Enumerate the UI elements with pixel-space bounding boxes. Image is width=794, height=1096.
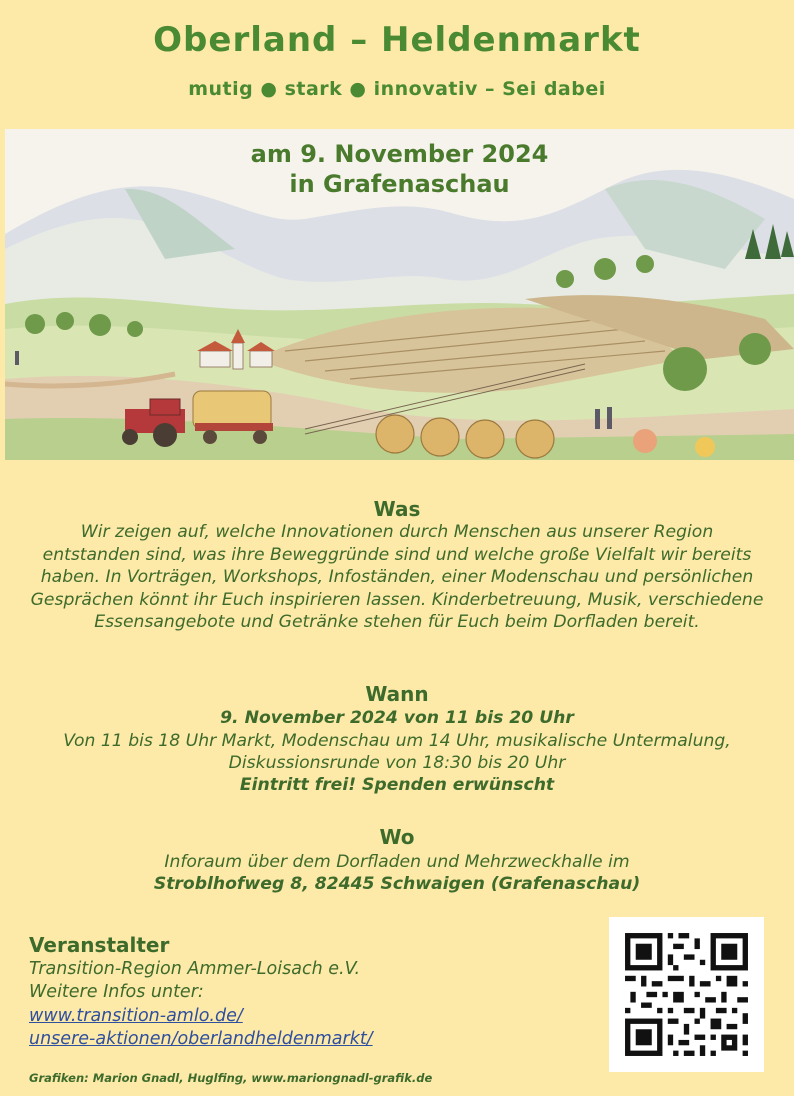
wo-line1: Inforaum über dem Dorfladen und Mehrzweckhalle im: [164, 852, 630, 872]
wo-heading: Wo: [379, 825, 415, 849]
poster-title: Oberland – Heldenmarkt: [153, 20, 641, 60]
wann-line2: Diskussionsrunde von 18:30 bis 20 Uhr: [228, 753, 566, 773]
organizer-heading: Veranstalter: [29, 933, 170, 957]
wann-line1: Von 11 bis 18 Uhr Markt, Modenschau um 14 Uhr, musikalische Untermalung,: [63, 731, 731, 751]
credits: Grafiken: Marion Gnadl, Huglfing, www.mariongnadl-grafik.de: [29, 1071, 433, 1085]
organizer-block: [29, 934, 373, 1052]
organizer-link-line1[interactable]: www.transition-amlo.de/: [29, 1005, 243, 1026]
banner-date: [5, 139, 794, 199]
landscape-banner: [5, 129, 794, 460]
banner-date-line1: am 9. November 2024: [250, 140, 549, 168]
was-heading: Was: [373, 497, 421, 521]
organizer-name: Transition-Region Ammer-Loisach e.V.: [29, 958, 361, 979]
poster-subtitle: mutig ● stark ● innovativ – Sei dabei: [188, 78, 606, 100]
qr-code-icon: [609, 917, 764, 1072]
organizer-info-label: Weitere Infos unter:: [29, 982, 204, 1002]
banner-date-line2: in Grafenaschau: [289, 170, 510, 198]
wann-heading: Wann: [365, 682, 429, 706]
wann-entry: Eintritt frei! Spenden erwünscht: [239, 775, 555, 795]
organizer-link-line2[interactable]: unsere-aktionen/oberlandheldenmarkt/: [29, 1029, 373, 1049]
wo-address: Stroblhofweg 8, 82445 Schwaigen (Grafenaschau): [153, 874, 641, 894]
wann-date-time: 9. November 2024 von 11 bis 20 Uhr: [220, 708, 574, 728]
was-text: Wir zeigen auf, welche Innovationen durch Menschen aus unserer Region entstanden sind, was ihre Beweggründe sind und welche große Vielfalt wir bereits haben. In Vorträgen, Workshops, Infoständen, einer Modenschau und persönlichen Gesprächen könnt ihr Euch inspirieren lassen. Kinderbetreuung, Musik, verschiedene Essensangebote und Getränke stehen für Euch beim Dorfladen bereit.: [30, 522, 764, 632]
